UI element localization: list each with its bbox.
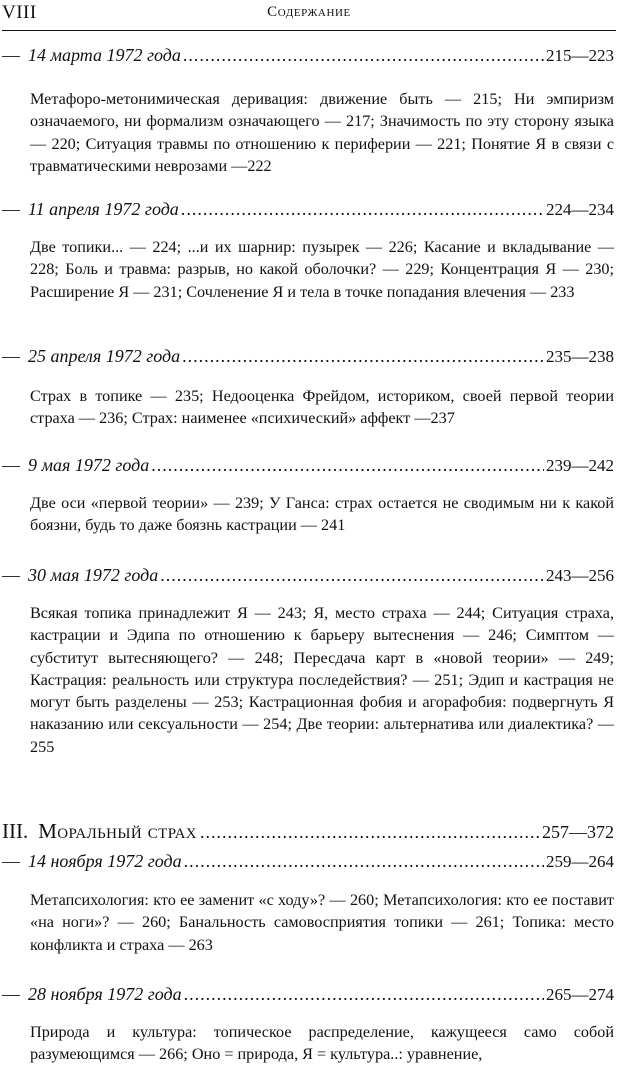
toc-entry-date <box>2 984 614 1005</box>
entry-pages: 224—234 <box>546 200 614 219</box>
entry-pages: 239—242 <box>546 456 614 475</box>
part-title: Моральный страх <box>38 819 198 843</box>
entry-date: 28 ноября 1972 года <box>28 984 182 1004</box>
entry-date: 30 мая 1972 года <box>28 565 159 585</box>
dot-leader <box>160 565 544 586</box>
part-heading <box>2 819 614 844</box>
toc-entry-date <box>2 455 614 476</box>
dot-leader <box>183 45 544 66</box>
entry-description: Страх в топике — 235; Недооценка Фрейдом, историком, своей первой теории страха — 236; Страх: наименее «психический» аффект —237 <box>30 387 614 428</box>
page-header <box>2 0 616 31</box>
dot-leader <box>181 199 544 220</box>
entry-description: Метафоро-метонимическая деривация: движение быть — 215; Ни эмпиризм означаемого, ни формализм означающего — 217; Значимость по эту сторону языка — 220; Ситуация травмы по отношению к периферии — 221; Понятие Я в связи с травматическими неврозами —222 <box>30 90 614 175</box>
part-number: III. <box>2 819 29 843</box>
part-pages: 257—372 <box>542 822 614 842</box>
entry-pages: 243—256 <box>546 566 614 585</box>
toc-entry-date <box>2 851 614 872</box>
entry-description: Всякая топика принадлежит Я — 243; Я, место страха — 244; Ситуация страха, кастрации и Эдипа по отношению к барьеру вытеснения — 246; Симптом — субститут вытесняющего? — 248; Пересдача карт в «новой теории» — 249; Кастрация: реальность или структура последействия? — 251; Эдип и кастрация не могут быть разделены — 253; Кастрационная фобия и агорафобия: подвергнуть Я наказанию или сексуальности — 254; Две теории: альтернатива или диалектика? — 255 <box>30 604 614 756</box>
entry-dash: — <box>2 984 20 1004</box>
entry-date: 14 марта 1972 года <box>28 45 181 65</box>
entry-dash: — <box>2 45 20 65</box>
page-number: VIII <box>2 2 37 23</box>
dot-leader <box>151 455 544 476</box>
entry-pages: 265—274 <box>546 985 614 1004</box>
entry-date: 11 апреля 1972 года <box>28 199 179 219</box>
dot-leader <box>184 984 544 1005</box>
entry-pages: 259—264 <box>546 852 614 871</box>
entry-description: Две оси «первой теории» — 239; У Ганса: страх остается не сводимым ни к какой боязни, будь то даже боязнь кастрации — 241 <box>30 494 614 535</box>
dot-leader <box>184 851 544 872</box>
toc-entry-date <box>2 565 614 586</box>
toc-entry-date <box>2 346 614 367</box>
entry-dash: — <box>2 455 20 475</box>
entry-dash: — <box>2 565 20 585</box>
entry-dash: — <box>2 851 20 871</box>
entry-description: Метапсихология: кто ее заменит «с ходу»? — 260; Метапсихология: кто ее поставит «на ноги»? — 260; Банальность самовосприятия топики — 261; Топика: место конфликта и страха — 263 <box>30 891 614 954</box>
entry-description: Природа и культура: топическое распределение, кажущееся само собой разумеющимся — 266; Оно = природа, Я = культура..: уравнение, <box>30 1023 614 1064</box>
dot-leader <box>182 346 544 367</box>
entry-pages: 235—238 <box>546 347 614 366</box>
toc-entry-date <box>2 199 614 220</box>
running-title: Содержание <box>267 4 351 20</box>
toc-entry-date <box>2 45 614 66</box>
entry-date: 9 мая 1972 года <box>28 455 150 475</box>
entry-description: Две топики... — 224; ...и их шарнир: пузырек — 226; Касание и вкладывание — 228; Боль и травма: разрыв, но какой оболочки? — 229; Концентрация Я — 230; Расширение Я — 231; Сочленение Я и тела в точке попадания влечения — 233 <box>30 238 614 301</box>
entry-date: 14 ноября 1972 года <box>28 851 182 871</box>
entry-dash: — <box>2 346 20 366</box>
entry-date: 25 апреля 1972 года <box>28 346 181 366</box>
entry-pages: 215—223 <box>546 46 614 65</box>
entry-dash: — <box>2 199 20 219</box>
dot-leader <box>200 822 539 843</box>
